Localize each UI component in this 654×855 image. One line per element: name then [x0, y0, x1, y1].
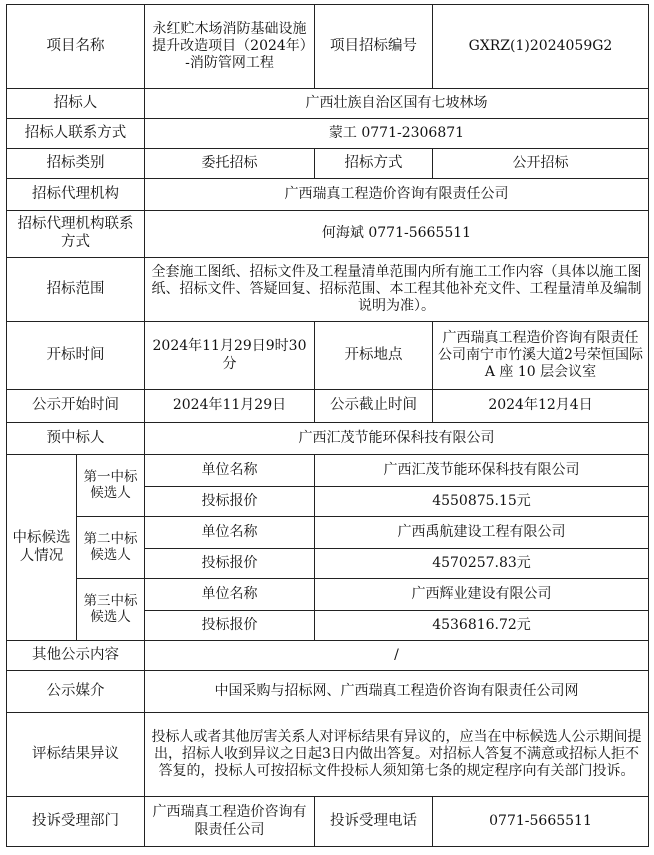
- tender-category: 委托招标: [145, 149, 315, 179]
- other: /: [145, 641, 649, 671]
- bid-open-time: 2024年11月29日9时30分: [145, 322, 315, 390]
- tender-method: 公开招标: [433, 149, 649, 179]
- project-name-label: 项目名称: [7, 5, 145, 89]
- scope-label: 招标范围: [7, 258, 145, 322]
- bid-open-place-label: 开标地点: [315, 322, 433, 390]
- tenderer: 广西壮族自治区国有七坡林场: [145, 89, 649, 119]
- bid-price-label: 投标报价: [145, 611, 315, 641]
- scope: 全套施工图纸、招标文件及工程量清单范围内所有施工工作内容（具体以施工图纸、招标文件、答疑回复、招标范围、本工程其他补充文件、工程量清单及编制说明为准）。: [145, 258, 649, 322]
- candidate-price-1: 4550875.15元: [315, 487, 649, 517]
- notice-end-label: 公示截止时间: [315, 390, 433, 423]
- candidate-unit-3: 广西辉业建设有限公司: [315, 579, 649, 611]
- objection: 投标人或者其他厉害关系人对评标结果有异议的，应当在中标候选人公示期间提出，招标人收到异议之日起3日内做出答复。对招标人答复不满意或招标人拒不答复的，投标人可按招标文件投标人须知第七条的规定程序向有关部门投诉。: [145, 713, 649, 797]
- candidate-rank-3: 第三中标候选人: [77, 579, 145, 641]
- unit-name-label: 单位名称: [145, 517, 315, 549]
- notice-start: 2024年11月29日: [145, 390, 315, 423]
- complaint-dept-label: 投诉受理部门: [7, 797, 145, 847]
- notice-start-label: 公示开始时间: [7, 390, 145, 423]
- project-name: 永红贮木场消防基础设施提升改造项目（2024年）-消防管网工程: [145, 5, 315, 89]
- row-agency: [7, 179, 649, 211]
- tender-method-label: 招标方式: [315, 149, 433, 179]
- bid-open-time-label: 开标时间: [7, 322, 145, 390]
- row-media: [7, 671, 649, 713]
- project-code-label: 项目招标编号: [315, 5, 433, 89]
- bid-price-label: 投标报价: [145, 549, 315, 579]
- row-project: [7, 5, 649, 89]
- candidate-price-2: 4570257.83元: [315, 549, 649, 579]
- row-agency-contact: [7, 211, 649, 258]
- unit-name-label: 单位名称: [145, 579, 315, 611]
- row-candidate-2-name: [7, 517, 649, 549]
- complaint-phone: 0771-5665511: [433, 797, 649, 847]
- pre-winner: 广西汇茂节能环保科技有限公司: [145, 423, 649, 455]
- row-candidate-3-name: [7, 579, 649, 611]
- row-tender-type: [7, 149, 649, 179]
- candidate-rank-2: 第二中标候选人: [77, 517, 145, 579]
- complaint-dept: 广西瑞真工程造价咨询有限责任公司: [145, 797, 315, 847]
- tender-category-label: 招标类别: [7, 149, 145, 179]
- agency-contact-label: 招标代理机构联系方式: [7, 211, 145, 258]
- other-label: 其他公示内容: [7, 641, 145, 671]
- row-tenderer: [7, 89, 649, 119]
- agency-label: 招标代理机构: [7, 179, 145, 211]
- candidate-rank-1: 第一中标候选人: [77, 455, 145, 517]
- tenderer-label: 招标人: [7, 89, 145, 119]
- candidate-unit-1: 广西汇茂节能环保科技有限公司: [315, 455, 649, 487]
- row-scope: [7, 258, 649, 322]
- notice-end: 2024年12月4日: [433, 390, 649, 423]
- objection-label: 评标结果异议: [7, 713, 145, 797]
- candidate-price-3: 4536816.72元: [315, 611, 649, 641]
- bid-price-label: 投标报价: [145, 487, 315, 517]
- pre-winner-label: 预中标人: [7, 423, 145, 455]
- candidates-label: 中标候选人情况: [7, 455, 77, 641]
- row-pre-winner: [7, 423, 649, 455]
- bid-open-place: 广西瑞真工程造价咨询有限责任公司南宁市竹溪大道2号荣恒国际 A 座 10 层会议室: [433, 322, 649, 390]
- agency-contact: 何海斌 0771-5665511: [145, 211, 649, 258]
- complaint-phone-label: 投诉受理电话: [315, 797, 433, 847]
- row-notice-period: [7, 390, 649, 423]
- tenderer-contact: 蒙工 0771-2306871: [145, 119, 649, 149]
- media: 中国采购与招标网、广西瑞真工程造价咨询有限责任公司网: [145, 671, 649, 713]
- unit-name-label: 单位名称: [145, 455, 315, 487]
- candidate-unit-2: 广西禹航建设工程有限公司: [315, 517, 649, 549]
- row-complaint: [7, 797, 649, 847]
- project-code: GXRZ(1)2024059G2: [433, 5, 649, 89]
- row-tenderer-contact: [7, 119, 649, 149]
- row-objection: [7, 713, 649, 797]
- media-label: 公示媒介: [7, 671, 145, 713]
- row-bid-opening: [7, 322, 649, 390]
- tenderer-contact-label: 招标人联系方式: [7, 119, 145, 149]
- row-candidate-1-name: [7, 455, 649, 487]
- agency: 广西瑞真工程造价咨询有限责任公司: [145, 179, 649, 211]
- row-other: [7, 641, 649, 671]
- bid-result-notice-table: [6, 4, 649, 847]
